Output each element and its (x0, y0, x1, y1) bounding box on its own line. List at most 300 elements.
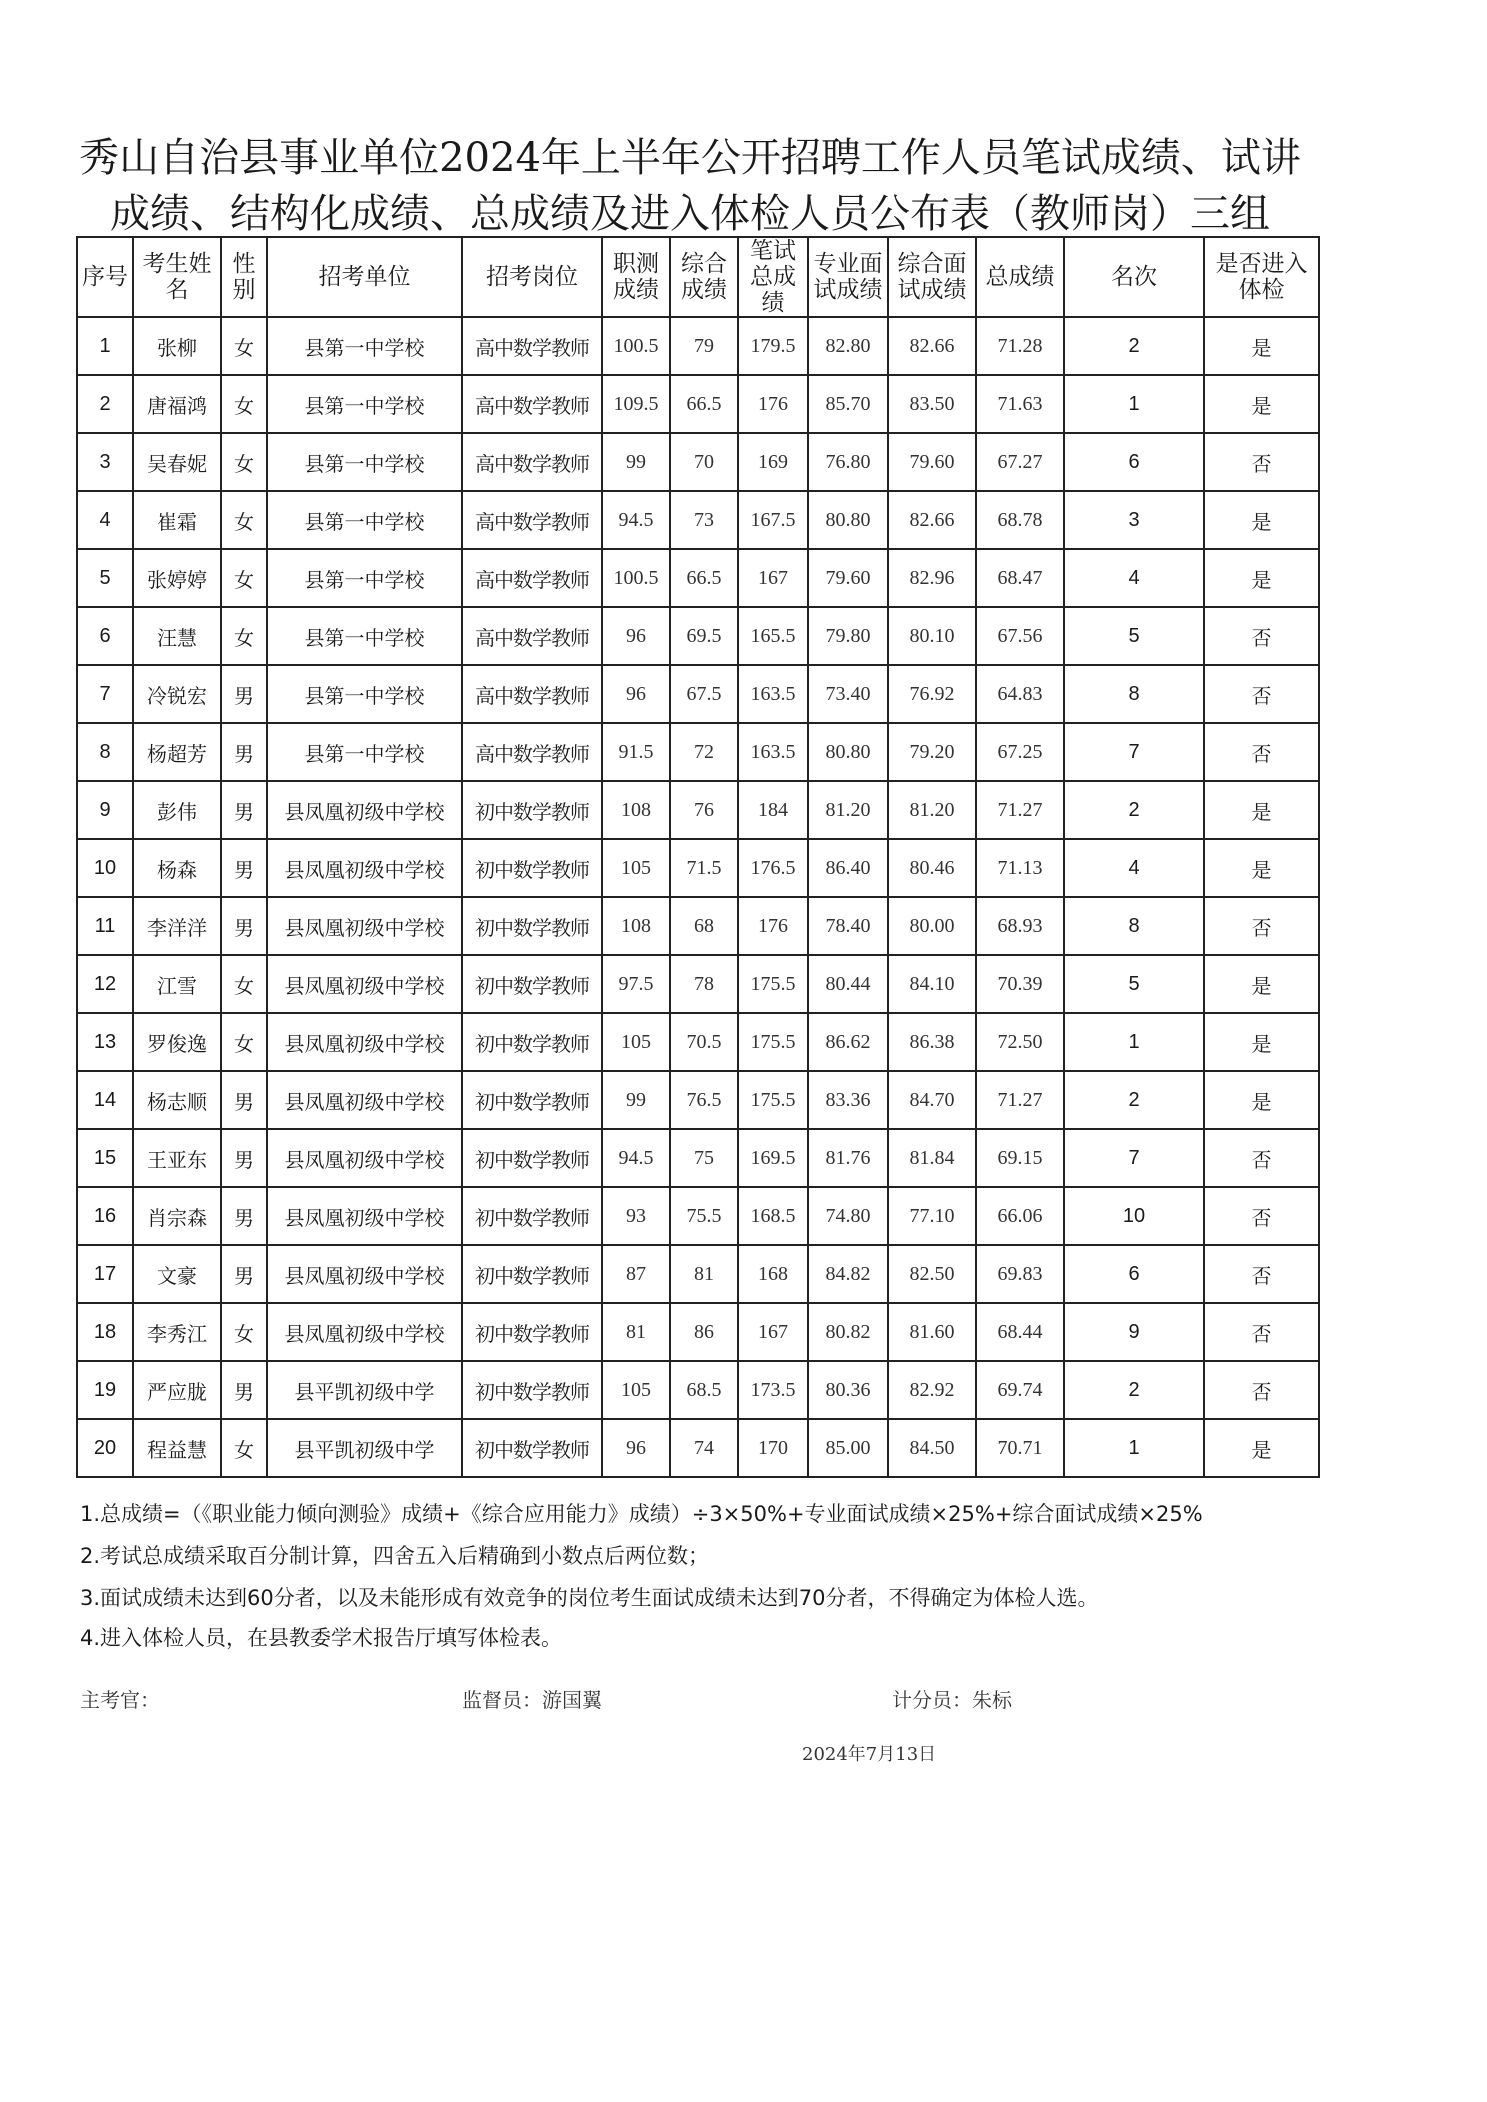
cell-aptitude: 93 (602, 1187, 670, 1245)
table-row (77, 1419, 1319, 1477)
cell-applied: 67.5 (670, 665, 738, 723)
cell-rank: 2 (1064, 317, 1204, 375)
cell-physical: 否 (1204, 1129, 1319, 1187)
table-row (77, 1303, 1319, 1361)
cell-seq: 5 (77, 549, 133, 607)
cell-unit: 县第一中学校 (267, 491, 462, 549)
cell-seq: 2 (77, 375, 133, 433)
cell-total: 68.78 (976, 491, 1064, 549)
cell-total: 66.06 (976, 1187, 1064, 1245)
cell-post: 高中数学教师 (462, 433, 602, 491)
cell-applied: 68 (670, 897, 738, 955)
cell-unit: 县第一中学校 (267, 723, 462, 781)
cell-unit: 县凤凰初级中学校 (267, 1129, 462, 1187)
cell-physical: 否 (1204, 1187, 1319, 1245)
cell-rank: 8 (1064, 897, 1204, 955)
cell-physical: 是 (1204, 955, 1319, 1013)
cell-written: 167 (738, 549, 808, 607)
cell-aptitude: 91.5 (602, 723, 670, 781)
cell-seq: 17 (77, 1245, 133, 1303)
cell-seq: 8 (77, 723, 133, 781)
header-name: 考生姓名 (133, 237, 221, 317)
cell-post: 高中数学教师 (462, 375, 602, 433)
cell-unit: 县第一中学校 (267, 607, 462, 665)
cell-post: 初中数学教师 (462, 1187, 602, 1245)
cell-rank: 8 (1064, 665, 1204, 723)
cell-applied: 74 (670, 1419, 738, 1477)
header-seq: 序号 (77, 237, 133, 317)
cell-gender: 女 (221, 607, 267, 665)
cell-physical: 否 (1204, 897, 1319, 955)
cell-gender: 男 (221, 781, 267, 839)
cell-name: 杨森 (133, 839, 221, 897)
cell-gen-interview: 82.50 (888, 1245, 976, 1303)
cell-name: 冷锐宏 (133, 665, 221, 723)
cell-seq: 15 (77, 1129, 133, 1187)
cell-applied: 71.5 (670, 839, 738, 897)
cell-name: 文豪 (133, 1245, 221, 1303)
cell-written: 175.5 (738, 955, 808, 1013)
table-row (77, 433, 1319, 491)
cell-gender: 男 (221, 665, 267, 723)
cell-total: 68.44 (976, 1303, 1064, 1361)
cell-pro-interview: 79.60 (808, 549, 888, 607)
cell-rank: 6 (1064, 433, 1204, 491)
cell-aptitude: 105 (602, 1361, 670, 1419)
cell-applied: 86 (670, 1303, 738, 1361)
cell-written: 173.5 (738, 1361, 808, 1419)
cell-total: 72.50 (976, 1013, 1064, 1071)
cell-applied: 72 (670, 723, 738, 781)
cell-post: 初中数学教师 (462, 955, 602, 1013)
cell-aptitude: 99 (602, 1071, 670, 1129)
cell-name: 严应胧 (133, 1361, 221, 1419)
cell-pro-interview: 80.80 (808, 491, 888, 549)
cell-name: 唐福鸿 (133, 375, 221, 433)
cell-total: 71.63 (976, 375, 1064, 433)
cell-gender: 男 (221, 1071, 267, 1129)
cell-rank: 10 (1064, 1187, 1204, 1245)
cell-written: 168.5 (738, 1187, 808, 1245)
cell-rank: 1 (1064, 375, 1204, 433)
cell-aptitude: 109.5 (602, 375, 670, 433)
cell-aptitude: 108 (602, 781, 670, 839)
cell-seq: 13 (77, 1013, 133, 1071)
cell-seq: 16 (77, 1187, 133, 1245)
cell-gender: 男 (221, 897, 267, 955)
cell-unit: 县凤凰初级中学校 (267, 1187, 462, 1245)
cell-rank: 7 (1064, 1129, 1204, 1187)
table-row (77, 665, 1319, 723)
cell-total: 69.74 (976, 1361, 1064, 1419)
cell-seq: 3 (77, 433, 133, 491)
cell-pro-interview: 84.82 (808, 1245, 888, 1303)
cell-pro-interview: 79.80 (808, 607, 888, 665)
cell-post: 高中数学教师 (462, 549, 602, 607)
cell-name: 汪慧 (133, 607, 221, 665)
cell-name: 张柳 (133, 317, 221, 375)
cell-name: 李秀江 (133, 1303, 221, 1361)
cell-physical: 否 (1204, 1303, 1319, 1361)
cell-aptitude: 81 (602, 1303, 670, 1361)
cell-applied: 68.5 (670, 1361, 738, 1419)
cell-rank: 7 (1064, 723, 1204, 781)
cell-unit: 县第一中学校 (267, 665, 462, 723)
cell-total: 68.93 (976, 897, 1064, 955)
cell-post: 初中数学教师 (462, 1361, 602, 1419)
cell-post: 初中数学教师 (462, 781, 602, 839)
cell-applied: 66.5 (670, 549, 738, 607)
cell-unit: 县凤凰初级中学校 (267, 1013, 462, 1071)
table-row (77, 1361, 1319, 1419)
header-aptitude: 职测成绩 (602, 237, 670, 317)
cell-applied: 76 (670, 781, 738, 839)
document-title-line-2: 成绩、结构化成绩、总成绩及进入体检人员公布表（教师岗）三组 (110, 191, 1270, 237)
table-row (77, 1013, 1319, 1071)
cell-name: 罗俊逸 (133, 1013, 221, 1071)
cell-total: 70.71 (976, 1419, 1064, 1477)
header-gender: 性别 (221, 237, 267, 317)
header-applied: 综合成绩 (670, 237, 738, 317)
header-post: 招考岗位 (462, 237, 602, 317)
cell-post: 高中数学教师 (462, 607, 602, 665)
cell-applied: 70.5 (670, 1013, 738, 1071)
table-row (77, 1187, 1319, 1245)
note-scoring: 2.考试总成绩采取百分制计算，四舍五入后精确到小数点后两位数； (80, 1544, 710, 1568)
cell-pro-interview: 86.40 (808, 839, 888, 897)
cell-physical: 是 (1204, 1071, 1319, 1129)
cell-written: 184 (738, 781, 808, 839)
note-threshold: 3.面试成绩未达到60分者，以及未能形成有效竞争的岗位考生面试成绩未达到70分者，不得确定为体检人选。 (80, 1586, 1099, 1610)
cell-aptitude: 108 (602, 897, 670, 955)
cell-applied: 78 (670, 955, 738, 1013)
cell-physical: 是 (1204, 839, 1319, 897)
cell-seq: 6 (77, 607, 133, 665)
cell-physical: 否 (1204, 723, 1319, 781)
cell-physical: 是 (1204, 1013, 1319, 1071)
cell-physical: 否 (1204, 607, 1319, 665)
cell-pro-interview: 80.82 (808, 1303, 888, 1361)
cell-post: 高中数学教师 (462, 665, 602, 723)
cell-aptitude: 94.5 (602, 491, 670, 549)
cell-seq: 4 (77, 491, 133, 549)
cell-pro-interview: 80.80 (808, 723, 888, 781)
cell-physical: 是 (1204, 781, 1319, 839)
header-pro-interview: 专业面试成绩 (808, 237, 888, 317)
cell-pro-interview: 83.36 (808, 1071, 888, 1129)
cell-pro-interview: 86.62 (808, 1013, 888, 1071)
cell-written: 175.5 (738, 1071, 808, 1129)
cell-total: 70.39 (976, 955, 1064, 1013)
cell-seq: 18 (77, 1303, 133, 1361)
cell-applied: 66.5 (670, 375, 738, 433)
cell-gender: 女 (221, 491, 267, 549)
cell-total: 69.83 (976, 1245, 1064, 1303)
cell-written: 167.5 (738, 491, 808, 549)
cell-gen-interview: 81.20 (888, 781, 976, 839)
table-header-row (77, 237, 1319, 317)
cell-aptitude: 99 (602, 433, 670, 491)
cell-pro-interview: 73.40 (808, 665, 888, 723)
cell-applied: 81 (670, 1245, 738, 1303)
cell-unit: 县凤凰初级中学校 (267, 1303, 462, 1361)
cell-pro-interview: 81.20 (808, 781, 888, 839)
cell-unit: 县凤凰初级中学校 (267, 1071, 462, 1129)
cell-post: 初中数学教师 (462, 1071, 602, 1129)
cell-rank: 1 (1064, 1419, 1204, 1477)
cell-physical: 否 (1204, 665, 1319, 723)
cell-aptitude: 105 (602, 839, 670, 897)
cell-gen-interview: 80.46 (888, 839, 976, 897)
cell-total: 67.56 (976, 607, 1064, 665)
cell-total: 71.27 (976, 781, 1064, 839)
cell-aptitude: 96 (602, 607, 670, 665)
table-row (77, 491, 1319, 549)
cell-physical: 否 (1204, 1245, 1319, 1303)
cell-gender: 女 (221, 1013, 267, 1071)
cell-gender: 男 (221, 723, 267, 781)
cell-unit: 县第一中学校 (267, 549, 462, 607)
cell-physical: 是 (1204, 375, 1319, 433)
cell-name: 彭伟 (133, 781, 221, 839)
cell-seq: 20 (77, 1419, 133, 1477)
cell-gen-interview: 80.10 (888, 607, 976, 665)
cell-rank: 2 (1064, 781, 1204, 839)
cell-total: 67.27 (976, 433, 1064, 491)
cell-physical: 否 (1204, 433, 1319, 491)
table-row (77, 897, 1319, 955)
cell-post: 初中数学教师 (462, 1245, 602, 1303)
cell-seq: 12 (77, 955, 133, 1013)
cell-total: 68.47 (976, 549, 1064, 607)
header-gen-interview: 综合面试成绩 (888, 237, 976, 317)
cell-written: 168 (738, 1245, 808, 1303)
header-unit: 招考单位 (267, 237, 462, 317)
cell-name: 杨志顺 (133, 1071, 221, 1129)
cell-post: 初中数学教师 (462, 1013, 602, 1071)
cell-unit: 县平凯初级中学 (267, 1361, 462, 1419)
cell-written: 179.5 (738, 317, 808, 375)
cell-gen-interview: 82.96 (888, 549, 976, 607)
cell-seq: 19 (77, 1361, 133, 1419)
cell-name: 崔霜 (133, 491, 221, 549)
table-row (77, 1071, 1319, 1129)
cell-pro-interview: 80.36 (808, 1361, 888, 1419)
cell-written: 163.5 (738, 723, 808, 781)
cell-post: 高中数学教师 (462, 491, 602, 549)
cell-written: 163.5 (738, 665, 808, 723)
cell-written: 176 (738, 375, 808, 433)
cell-name: 张婷婷 (133, 549, 221, 607)
cell-seq: 9 (77, 781, 133, 839)
cell-gender: 女 (221, 955, 267, 1013)
cell-unit: 县平凯初级中学 (267, 1419, 462, 1477)
cell-total: 71.27 (976, 1071, 1064, 1129)
cell-post: 初中数学教师 (462, 1419, 602, 1477)
cell-aptitude: 87 (602, 1245, 670, 1303)
table-row (77, 723, 1319, 781)
cell-applied: 79 (670, 317, 738, 375)
cell-aptitude: 100.5 (602, 317, 670, 375)
cell-aptitude: 94.5 (602, 1129, 670, 1187)
cell-unit: 县凤凰初级中学校 (267, 839, 462, 897)
table-row (77, 839, 1319, 897)
cell-gender: 男 (221, 1187, 267, 1245)
cell-unit: 县凤凰初级中学校 (267, 781, 462, 839)
cell-written: 176.5 (738, 839, 808, 897)
cell-post: 初中数学教师 (462, 1303, 602, 1361)
table-row (77, 375, 1319, 433)
cell-pro-interview: 85.70 (808, 375, 888, 433)
cell-gen-interview: 79.20 (888, 723, 976, 781)
cell-post: 初中数学教师 (462, 839, 602, 897)
header-total: 总成绩 (976, 237, 1064, 317)
cell-physical: 否 (1204, 1361, 1319, 1419)
cell-gen-interview: 84.50 (888, 1419, 976, 1477)
cell-gen-interview: 76.92 (888, 665, 976, 723)
cell-name: 程益慧 (133, 1419, 221, 1477)
cell-gender: 男 (221, 1245, 267, 1303)
table-row (77, 1129, 1319, 1187)
cell-gen-interview: 81.84 (888, 1129, 976, 1187)
cell-unit: 县第一中学校 (267, 433, 462, 491)
cell-pro-interview: 76.80 (808, 433, 888, 491)
header-rank: 名次 (1064, 237, 1204, 317)
score-table (76, 236, 1320, 1478)
cell-aptitude: 96 (602, 1419, 670, 1477)
cell-applied: 73 (670, 491, 738, 549)
cell-seq: 11 (77, 897, 133, 955)
cell-gender: 女 (221, 1303, 267, 1361)
cell-unit: 县凤凰初级中学校 (267, 955, 462, 1013)
cell-applied: 70 (670, 433, 738, 491)
cell-physical: 是 (1204, 1419, 1319, 1477)
cell-gen-interview: 82.92 (888, 1361, 976, 1419)
cell-written: 170 (738, 1419, 808, 1477)
cell-gender: 女 (221, 375, 267, 433)
cell-gen-interview: 80.00 (888, 897, 976, 955)
cell-rank: 5 (1064, 607, 1204, 665)
cell-total: 69.15 (976, 1129, 1064, 1187)
cell-total: 67.25 (976, 723, 1064, 781)
cell-applied: 75 (670, 1129, 738, 1187)
cell-rank: 2 (1064, 1361, 1204, 1419)
cell-gen-interview: 82.66 (888, 317, 976, 375)
cell-written: 169.5 (738, 1129, 808, 1187)
note-formula: 1.总成绩=（《职业能力倾向测验》成绩+《综合应用能力》成绩）÷3×50%+专业面试成绩×25%+综合面试成绩×25% (80, 1502, 1203, 1526)
cell-gen-interview: 83.50 (888, 375, 976, 433)
signature-examiner: 主考官： (80, 1688, 160, 1712)
cell-aptitude: 97.5 (602, 955, 670, 1013)
document-title-line-1: 秀山自治县事业单位2024年上半年公开招聘工作人员笔试成绩、试讲 (79, 135, 1301, 181)
cell-gender: 男 (221, 839, 267, 897)
cell-written: 176 (738, 897, 808, 955)
table-row (77, 607, 1319, 665)
cell-pro-interview: 80.44 (808, 955, 888, 1013)
cell-gen-interview: 86.38 (888, 1013, 976, 1071)
cell-gen-interview: 84.10 (888, 955, 976, 1013)
cell-name: 王亚东 (133, 1129, 221, 1187)
table-row (77, 317, 1319, 375)
cell-gen-interview: 82.66 (888, 491, 976, 549)
cell-written: 169 (738, 433, 808, 491)
cell-name: 肖宗森 (133, 1187, 221, 1245)
cell-gender: 女 (221, 433, 267, 491)
cell-post: 高中数学教师 (462, 317, 602, 375)
cell-written: 175.5 (738, 1013, 808, 1071)
cell-seq: 14 (77, 1071, 133, 1129)
cell-gen-interview: 77.10 (888, 1187, 976, 1245)
cell-name: 吴春妮 (133, 433, 221, 491)
cell-pro-interview: 81.76 (808, 1129, 888, 1187)
cell-post: 高中数学教师 (462, 723, 602, 781)
cell-total: 64.83 (976, 665, 1064, 723)
cell-written: 165.5 (738, 607, 808, 665)
cell-aptitude: 105 (602, 1013, 670, 1071)
cell-rank: 3 (1064, 491, 1204, 549)
cell-rank: 9 (1064, 1303, 1204, 1361)
cell-name: 杨超芳 (133, 723, 221, 781)
cell-unit: 县第一中学校 (267, 375, 462, 433)
document-date: 2024年7月13日 (802, 1744, 937, 1765)
cell-rank: 4 (1064, 839, 1204, 897)
cell-total: 71.13 (976, 839, 1064, 897)
cell-gender: 男 (221, 1129, 267, 1187)
cell-gen-interview: 84.70 (888, 1071, 976, 1129)
cell-post: 初中数学教师 (462, 897, 602, 955)
table-row (77, 549, 1319, 607)
cell-gender: 女 (221, 549, 267, 607)
header-written: 笔试总成绩 (738, 237, 808, 317)
cell-name: 江雪 (133, 955, 221, 1013)
cell-pro-interview: 85.00 (808, 1419, 888, 1477)
cell-seq: 1 (77, 317, 133, 375)
cell-rank: 6 (1064, 1245, 1204, 1303)
cell-pro-interview: 78.40 (808, 897, 888, 955)
cell-unit: 县凤凰初级中学校 (267, 897, 462, 955)
cell-written: 167 (738, 1303, 808, 1361)
cell-gen-interview: 81.60 (888, 1303, 976, 1361)
table-row (77, 781, 1319, 839)
table-row (77, 955, 1319, 1013)
cell-rank: 1 (1064, 1013, 1204, 1071)
note-physical: 4.进入体检人员，在县教委学术报告厅填写体检表。 (80, 1626, 563, 1650)
cell-total: 71.28 (976, 317, 1064, 375)
cell-gender: 男 (221, 1361, 267, 1419)
cell-applied: 76.5 (670, 1071, 738, 1129)
cell-gender: 女 (221, 1419, 267, 1477)
cell-gender: 女 (221, 317, 267, 375)
cell-rank: 4 (1064, 549, 1204, 607)
cell-rank: 2 (1064, 1071, 1204, 1129)
cell-pro-interview: 74.80 (808, 1187, 888, 1245)
signature-scorer: 计分员：朱标 (892, 1688, 1012, 1712)
cell-seq: 10 (77, 839, 133, 897)
cell-name: 李洋洋 (133, 897, 221, 955)
cell-unit: 县凤凰初级中学校 (267, 1245, 462, 1303)
cell-pro-interview: 82.80 (808, 317, 888, 375)
cell-applied: 69.5 (670, 607, 738, 665)
cell-aptitude: 96 (602, 665, 670, 723)
cell-unit: 县第一中学校 (267, 317, 462, 375)
cell-physical: 是 (1204, 491, 1319, 549)
cell-physical: 是 (1204, 317, 1319, 375)
signature-supervisor: 监督员：游国翼 (462, 1688, 602, 1712)
cell-applied: 75.5 (670, 1187, 738, 1245)
table-row (77, 1245, 1319, 1303)
header-physical: 是否进入体检 (1204, 237, 1319, 317)
cell-physical: 是 (1204, 549, 1319, 607)
